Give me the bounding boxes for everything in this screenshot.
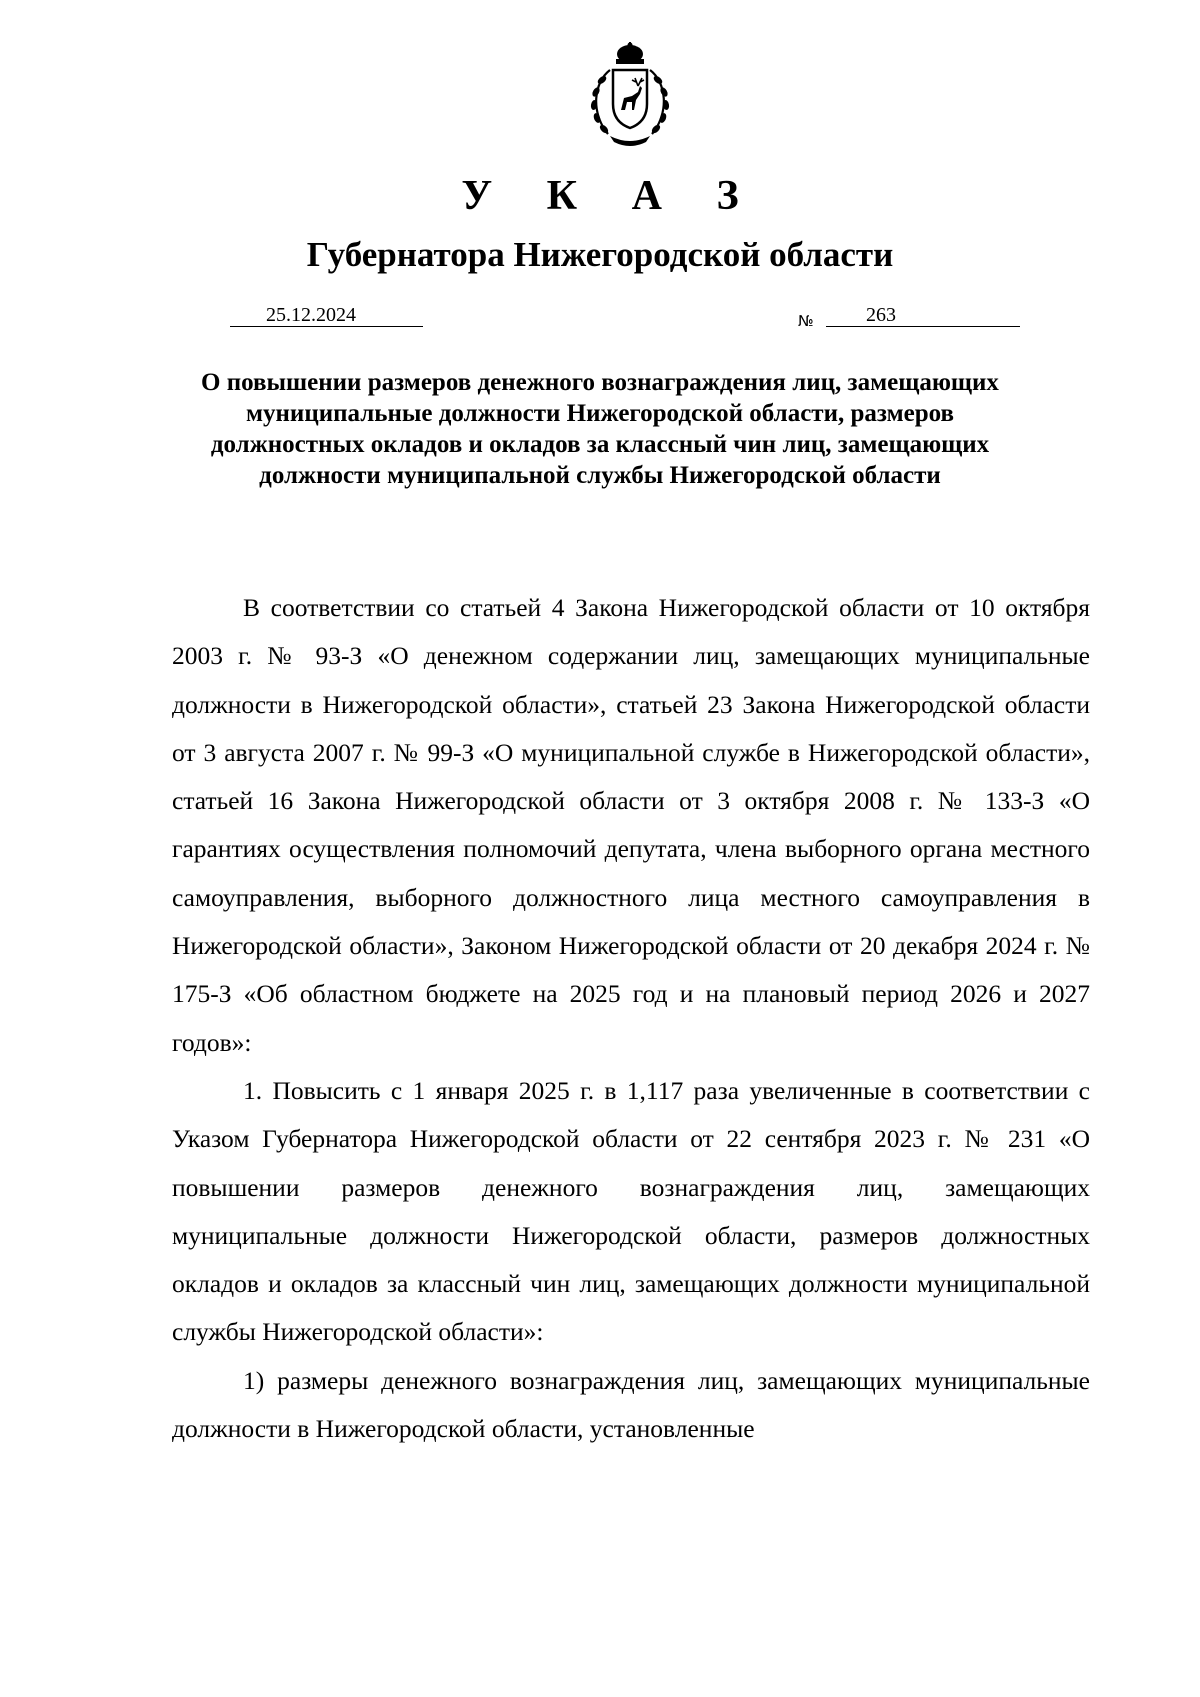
- document-date: 25.12.2024: [230, 304, 423, 327]
- number-sign: №: [798, 312, 814, 330]
- document-body: [172, 584, 1090, 1453]
- body-paragraph: В соответствии со статьей 4 Закона Нижегородской области от 10 октября 2003 г. № 93-З «О денежном содержании лиц, замещающих муниципальные должности в Нижегородской области», статьей 23 Закона Нижегородской области от 3 августа 2007 г. № 99-З «О муниципальной службе в Нижегородской области», статьей 16 Закона Нижегородской области от 3 октября 2008 г. № 133-З «О гарантиях осуществления полномочий депутата, члена выборного органа местного самоуправления, выборного должностного лица местного самоуправления в Нижегородской области», Законом Нижегородской области от 20 декабря 2024 г. № 175-З «Об областном бюджете на 2025 год и на плановый период 2026 и 2027 годов»:: [172, 593, 1090, 1057]
- issuer-title: Губернатора Нижегородской области: [306, 235, 894, 274]
- document-type-title: У К А З: [461, 173, 761, 219]
- body-paragraph: 1) размеры денежного вознаграждения лиц, замещающих муниципальные должности в Нижегородской области, установленные: [172, 1365, 1090, 1444]
- document-number: 263: [826, 304, 1020, 327]
- nizhny-novgorod-coat-of-arms-icon: [580, 42, 680, 147]
- body-paragraph: 1. Повысить с 1 января 2025 г. в 1,117 раза увеличенные в соответствии с Указом Губернатора Нижегородской области от 22 сентября 2023 г. № 231 «О повышении размеров денежного вознаграждения лиц, замещающих муниципальные должности Нижегородской области, размеров должностных окладов и окладов за классный чин лиц, замещающих должности муниципальной службы Нижегородской области»:: [172, 1075, 1090, 1347]
- document-subject: О повышении размеров денежного вознаграждения лиц, замещающих муниципальные должности Нижегородской области, размеров должностных окладов и окладов за классный чин лиц, замещающих должности муниципальной службы Нижегородской области: [201, 369, 999, 489]
